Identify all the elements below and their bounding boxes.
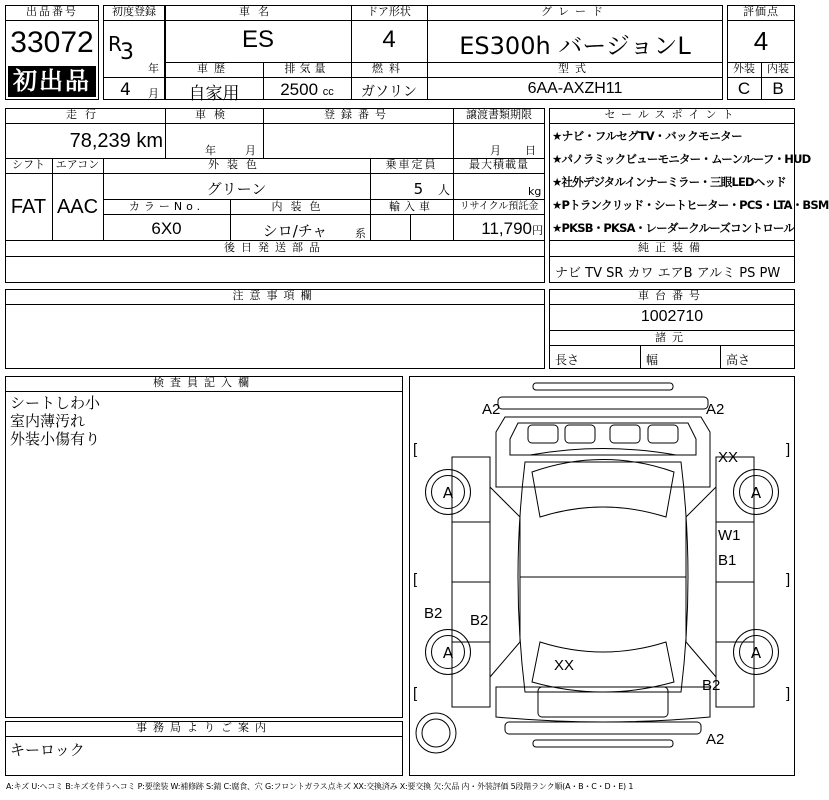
tire-front-right: [733, 469, 779, 515]
grade: ES300h バージョンL: [459, 32, 691, 60]
inspector-notes: [10, 394, 100, 448]
month-unit: 月: [148, 87, 159, 100]
length-label: 長さ: [555, 353, 580, 367]
int-color-label: 内装色: [271, 200, 329, 213]
sales-point-item: ★社外デジタルインナーミラー・三眼LEDヘッド: [552, 175, 786, 189]
fuel: ガソリン: [361, 84, 417, 100]
mileage-label: 走行: [66, 108, 104, 121]
ext-grade: C: [737, 79, 751, 98]
sales-points-list: [552, 125, 829, 240]
import-label: 輸入車: [389, 200, 434, 213]
mileage-unit: km: [136, 130, 163, 152]
tire-rear-left: [425, 629, 471, 675]
door-label: ドア形状: [367, 5, 411, 18]
specs-label: 諸元: [655, 331, 689, 344]
displacement-label: 排気量: [284, 62, 330, 75]
inspector-line: 外装小傷有り: [10, 430, 101, 448]
shift-label: シフト: [12, 158, 45, 171]
equipment-label: 純正装備: [638, 241, 706, 254]
first-reg-label: 初度登録: [112, 5, 156, 18]
bracket-mark: [: [413, 571, 418, 588]
inspector-line: 室内薄汚れ: [10, 412, 86, 430]
chassis-label: 車台番号: [638, 289, 706, 302]
damage-mark: XX: [718, 449, 739, 466]
legend: A:キズ U:ヘコミ B:キズを伴うヘコミ P:要塗装 W:補修跡 S:錆 C:腐食、穴 G:フロントガラス点キズ XX:交換済み X:要交換 欠:欠品 内・外装評価 5段階ランク順(A・B・C・D・E) 1: [6, 782, 634, 791]
office-label: 事務局よりご案内: [136, 721, 272, 734]
fuel-label: 燃料: [372, 62, 406, 75]
int-color-unit: 系: [355, 227, 366, 240]
model: 6AA-AXZH11: [527, 80, 623, 97]
lot-label: 出品番号: [26, 5, 78, 18]
first-reg-month: 4: [120, 80, 131, 100]
score-label: 評価点: [743, 5, 779, 18]
damage-mark: W1: [718, 527, 741, 544]
transfer-label: 譲渡書類期限: [466, 108, 532, 121]
car-outline: [410, 377, 796, 777]
history: 自家用: [188, 84, 240, 104]
car-name: ES: [241, 26, 274, 53]
history-label: 車歴: [197, 62, 231, 75]
color-no-label: カラーNo.: [128, 200, 205, 213]
bracket-mark: ]: [786, 571, 791, 588]
first-reg-year: 3: [120, 40, 134, 65]
chassis-number: 1002710: [640, 308, 704, 325]
load-unit: kg: [528, 185, 542, 198]
recycle-unit: 円: [532, 225, 543, 237]
damage-mark: B1: [718, 552, 737, 569]
mileage: 78,239: [69, 130, 131, 152]
int-grade: B: [772, 79, 784, 98]
notes-label: 注意事項欄: [232, 289, 318, 302]
recycle: 11,790: [481, 219, 532, 238]
tire-front-left: [425, 469, 471, 515]
damage-mark: B2: [470, 612, 489, 629]
lot-number: 33072: [10, 26, 94, 59]
color-no: 6X0: [151, 219, 182, 238]
tire-mark: A: [431, 475, 465, 509]
office-text: キーロック: [10, 741, 85, 759]
inspector-label: 検査員記入欄: [153, 376, 255, 389]
width-label: 幅: [646, 353, 659, 367]
grade-label: グレード: [541, 5, 609, 18]
year-unit: 年: [148, 62, 159, 75]
first-listing-text: 初出品: [13, 67, 91, 95]
capacity-label: 乗車定員: [385, 158, 438, 171]
later-parts-label: 後日発送部品: [224, 241, 326, 254]
sales-points-label: セールスポイント: [604, 108, 740, 121]
bracket-mark: [: [413, 685, 418, 702]
damage-mark: A2: [482, 401, 501, 418]
first-listing-badge: [8, 66, 96, 97]
int-label: 内装: [767, 62, 789, 75]
color-label: 外装色: [208, 158, 265, 171]
sales-point-item: ★ナビ・フルセグTV・バックモニター: [552, 129, 743, 143]
shift: FAT: [10, 196, 47, 218]
bracket-mark: ]: [786, 441, 791, 458]
tire-mark: A: [739, 635, 773, 669]
damage-mark: A2: [706, 731, 725, 748]
car-diagram: [409, 376, 795, 776]
load-label: 最大積載量: [469, 158, 529, 171]
damage-mark: B2: [702, 677, 721, 694]
displacement: 2500: [280, 80, 319, 99]
ac-label: エアコン: [55, 158, 100, 171]
bracket-mark: [: [413, 441, 418, 458]
color: グリーン: [206, 180, 267, 198]
height-label: 高さ: [726, 353, 751, 367]
model-label: 型式: [558, 62, 592, 75]
sales-point-item: ★PKSB・PKSA・レーダークルーズコントロール: [552, 221, 795, 235]
recycle-label: リサイクル預託金: [459, 201, 539, 212]
transfer-month-unit: 月: [490, 144, 501, 157]
insp-month-unit: 月: [245, 144, 256, 157]
car-name-label: 車名: [239, 5, 277, 18]
capacity: 5: [413, 180, 424, 198]
insp-year-unit: 年: [205, 144, 216, 157]
tire-mark: A: [739, 475, 773, 509]
tire-mark: A: [431, 635, 465, 669]
damage-mark: A2: [706, 401, 725, 418]
transfer-day-unit: 日: [525, 144, 536, 157]
sales-point-item: ★Pトランクリッド・シートヒーター・PCS・LTA・BSM: [552, 198, 829, 212]
int-color: シロ/チャ: [262, 222, 328, 240]
ext-label: 外装: [733, 62, 755, 75]
sales-point-item: ★パノラミックビューモニター・ムーンルーフ・HUD: [552, 152, 811, 166]
capacity-unit: 人: [437, 183, 450, 197]
ac: AAC: [56, 196, 99, 218]
damage-mark: XX: [554, 657, 575, 674]
score: 4: [753, 26, 769, 56]
inspection-label: 車検: [195, 108, 233, 121]
first-reg-era: R: [108, 32, 122, 56]
reg-label: 登録番号: [324, 108, 392, 121]
doors: 4: [382, 26, 396, 53]
bracket-mark: ]: [786, 685, 791, 702]
displacement-unit: cc: [322, 86, 334, 98]
tire-rear-right: [733, 629, 779, 675]
inspector-line: シートしわ小: [10, 394, 101, 412]
equipment-items: ナビ TV SR カワ エアB アルミ PS PW: [555, 266, 781, 281]
damage-mark: B2: [424, 605, 443, 622]
